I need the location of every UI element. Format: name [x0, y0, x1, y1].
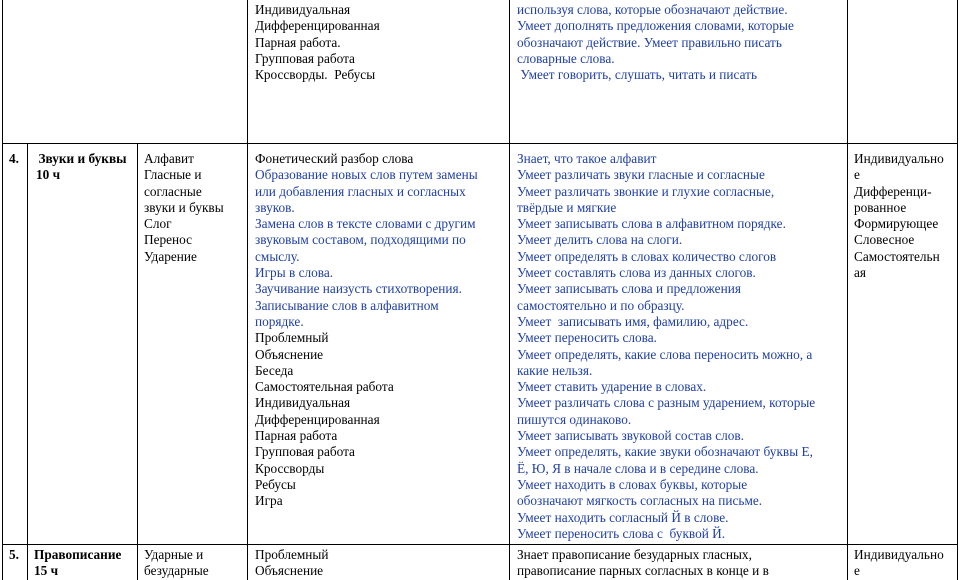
row4-content-line: Слог [144, 216, 172, 232]
top-forms-cell [255, 2, 380, 83]
row5-topic-line: Правописание [34, 547, 122, 562]
border-left [2, 0, 3, 580]
row5-result-line: Знает правописание безударных гласных, [517, 547, 752, 562]
row4-result-line: Умеет переносить слова с буквой Й. [517, 525, 726, 541]
row4-form-line: ая [854, 265, 867, 281]
top-forms-line: Индивидуальная [255, 2, 351, 17]
row4-activity-line: Записывание слов в алфавитном [255, 297, 439, 313]
row4-result-line: Умеет переносить слова. [517, 330, 657, 346]
row4-content-line: Перенос [144, 232, 193, 248]
row4-activity-line: Фонетический разбор слова [255, 151, 414, 166]
row5-topic-line: 15 ч [34, 563, 59, 579]
top-results-line: Умеет дополнять предложения словами, которые [517, 18, 794, 34]
top-results-cell [517, 2, 794, 83]
row4-form-line: Индивидуально [854, 151, 944, 166]
row4-activity-line: Дифференцированная [255, 411, 380, 427]
row4-form-line: Самостоятельн [854, 248, 940, 264]
row4-result-line: пишутся одинаково. [517, 411, 632, 427]
border-row4-top [2, 143, 958, 144]
row5-topic [34, 547, 121, 580]
row4-form-line: рованное [854, 199, 907, 215]
row4-result-line: твёрдые и мягкие [517, 199, 617, 215]
border-results-forms [847, 0, 848, 580]
row5-content-line: безударные [144, 563, 209, 579]
row4-result-line: Умеет определять в словах количество слогов [517, 248, 777, 264]
top-results-line: используя слова, которые обозначают действие. [517, 2, 788, 17]
row4-topic [28, 151, 137, 184]
row4-activities [255, 151, 478, 510]
row4-content-line: звуки и буквы [144, 199, 224, 215]
row4-forms [854, 151, 944, 281]
row4-content-line: согласные [144, 183, 202, 199]
row4-activity-line: Замена слов в тексте словами с другим [255, 216, 476, 232]
row4-results [517, 151, 815, 542]
row4-number: 4. [9, 151, 19, 166]
row4-result-line: Знает, что такое алфавит [517, 151, 657, 166]
row4-form-line: Словесное [854, 232, 915, 248]
row4-result-line: Умеет различать звуки гласные и согласные [517, 167, 765, 183]
row4-activity-line: Индивидуальная [255, 395, 351, 411]
row4-topic-line: Звуки и буквы [38, 151, 127, 166]
border-row5-top [2, 544, 958, 545]
row4-activity-line: смыслу. [255, 248, 300, 264]
row4-content-line: Алфавит [144, 151, 194, 166]
row5-content-line: Ударные и [144, 547, 204, 562]
row4-form-line: Формирующее [854, 216, 939, 232]
row4-activity-line: Беседа [255, 362, 294, 378]
top-forms-line: Кроссворды. Ребусы [255, 67, 376, 83]
row4-result-line: Умеет различать слова с разным ударением, которые [517, 395, 816, 411]
row5-form-line: Индивидуально [854, 547, 944, 562]
row4-form-line: Дифференци- [854, 183, 932, 199]
row4-result-line: Умеет делить слова на слоги. [517, 232, 683, 248]
row4-result-line: Умеет различать звонкие и глухие согласные, [517, 183, 775, 199]
row4-result-line: Ё, Ю, Я в начале слова и в середине слова. [517, 460, 759, 476]
row5-form-line: е [854, 563, 860, 579]
row4-content-line: Ударение [144, 248, 197, 264]
row5-result-line: правописание парных согласных в конце и в [517, 563, 769, 579]
row4-content [144, 151, 224, 265]
top-results-line: обозначают действие. Умеет правильно писать [517, 34, 782, 50]
row5-forms [854, 547, 944, 580]
row4-result-line: Умеет составлять слова из данных слогов. [517, 265, 756, 281]
row4-result-line: Умеет записывать слова и предложения [517, 281, 741, 297]
row4-activity-line: Кроссворды [255, 460, 325, 476]
row4-activity-line: Игра [255, 493, 283, 509]
top-forms-line: Групповая работа [255, 50, 355, 66]
row4-activity-line: Самостоятельная работа [255, 379, 394, 395]
row5-activity-line: Проблемный [255, 547, 329, 562]
row5-content [144, 547, 209, 580]
row4-activity-line: Объяснение [255, 346, 324, 362]
row4-result-line: Умеет записывать имя, фамилию, адрес. [517, 313, 749, 329]
row5-results [517, 547, 769, 580]
row4-activity-line: Образование новых слов путем замены [255, 167, 478, 183]
row4-form-line: е [854, 167, 860, 183]
row4-result-line: Умеет ставить ударение в словах. [517, 379, 707, 395]
row4-activity-line: Заучивание наизусть стихотворения. [255, 281, 462, 297]
border-right [957, 0, 958, 580]
row4-activity-line: Групповая работа [255, 444, 355, 460]
row4-activity-line: звуковым составом, подходящими по [255, 232, 466, 248]
top-forms-line: Дифференцированная [255, 18, 380, 34]
row4-activity-line: порядке. [255, 313, 304, 329]
row4-topic-line: 10 ч [36, 167, 61, 183]
row4-result-line: Умеет находить в словах буквы, которые [517, 476, 748, 492]
row4-result-line: Умеет находить согласный Й в слове. [517, 509, 729, 525]
row4-result-line: Умеет записывать слова в алфавитном порядке. [517, 216, 786, 232]
row4-result-line: Умеет определять, какие слова переносить можно, а [517, 346, 813, 362]
row4-activity-line: Парная работа [255, 428, 338, 444]
border-topic-content [137, 143, 138, 580]
border-content-activities [247, 0, 248, 580]
row4-activity-line: или добавления гласных и согласных [255, 183, 466, 199]
row4-activity-line: Ребусы [255, 476, 296, 492]
row4-activity-line: звуков. [255, 199, 295, 215]
row4-result-line: Умеет определять, какие звуки обозначают буквы Е, [517, 444, 813, 460]
row4-content-line: Гласные и [144, 167, 202, 183]
border-num-topic [27, 143, 28, 580]
row4-result-line: обозначают мягкость согласных на письме. [517, 493, 763, 509]
top-results-line: Умеет говорить, слушать, читать и писать [517, 67, 758, 83]
row4-activity-line: Проблемный [255, 330, 329, 346]
border-activities-results [509, 0, 510, 580]
row5-activity-line: Объяснение [255, 563, 324, 579]
row4-result-line: самостоятельно и по образцу. [517, 297, 685, 313]
row4-activity-line: Игры в слова. [255, 265, 334, 281]
row4-result-line: Умеет записывать звуковой состав слов. [517, 428, 744, 444]
top-forms-line: Парная работа. [255, 34, 341, 50]
top-results-line: словарные слова. [517, 50, 615, 66]
row5-number: 5. [9, 547, 19, 562]
row4-result-line: какие нельзя. [517, 362, 593, 378]
row5-activities [255, 547, 328, 580]
